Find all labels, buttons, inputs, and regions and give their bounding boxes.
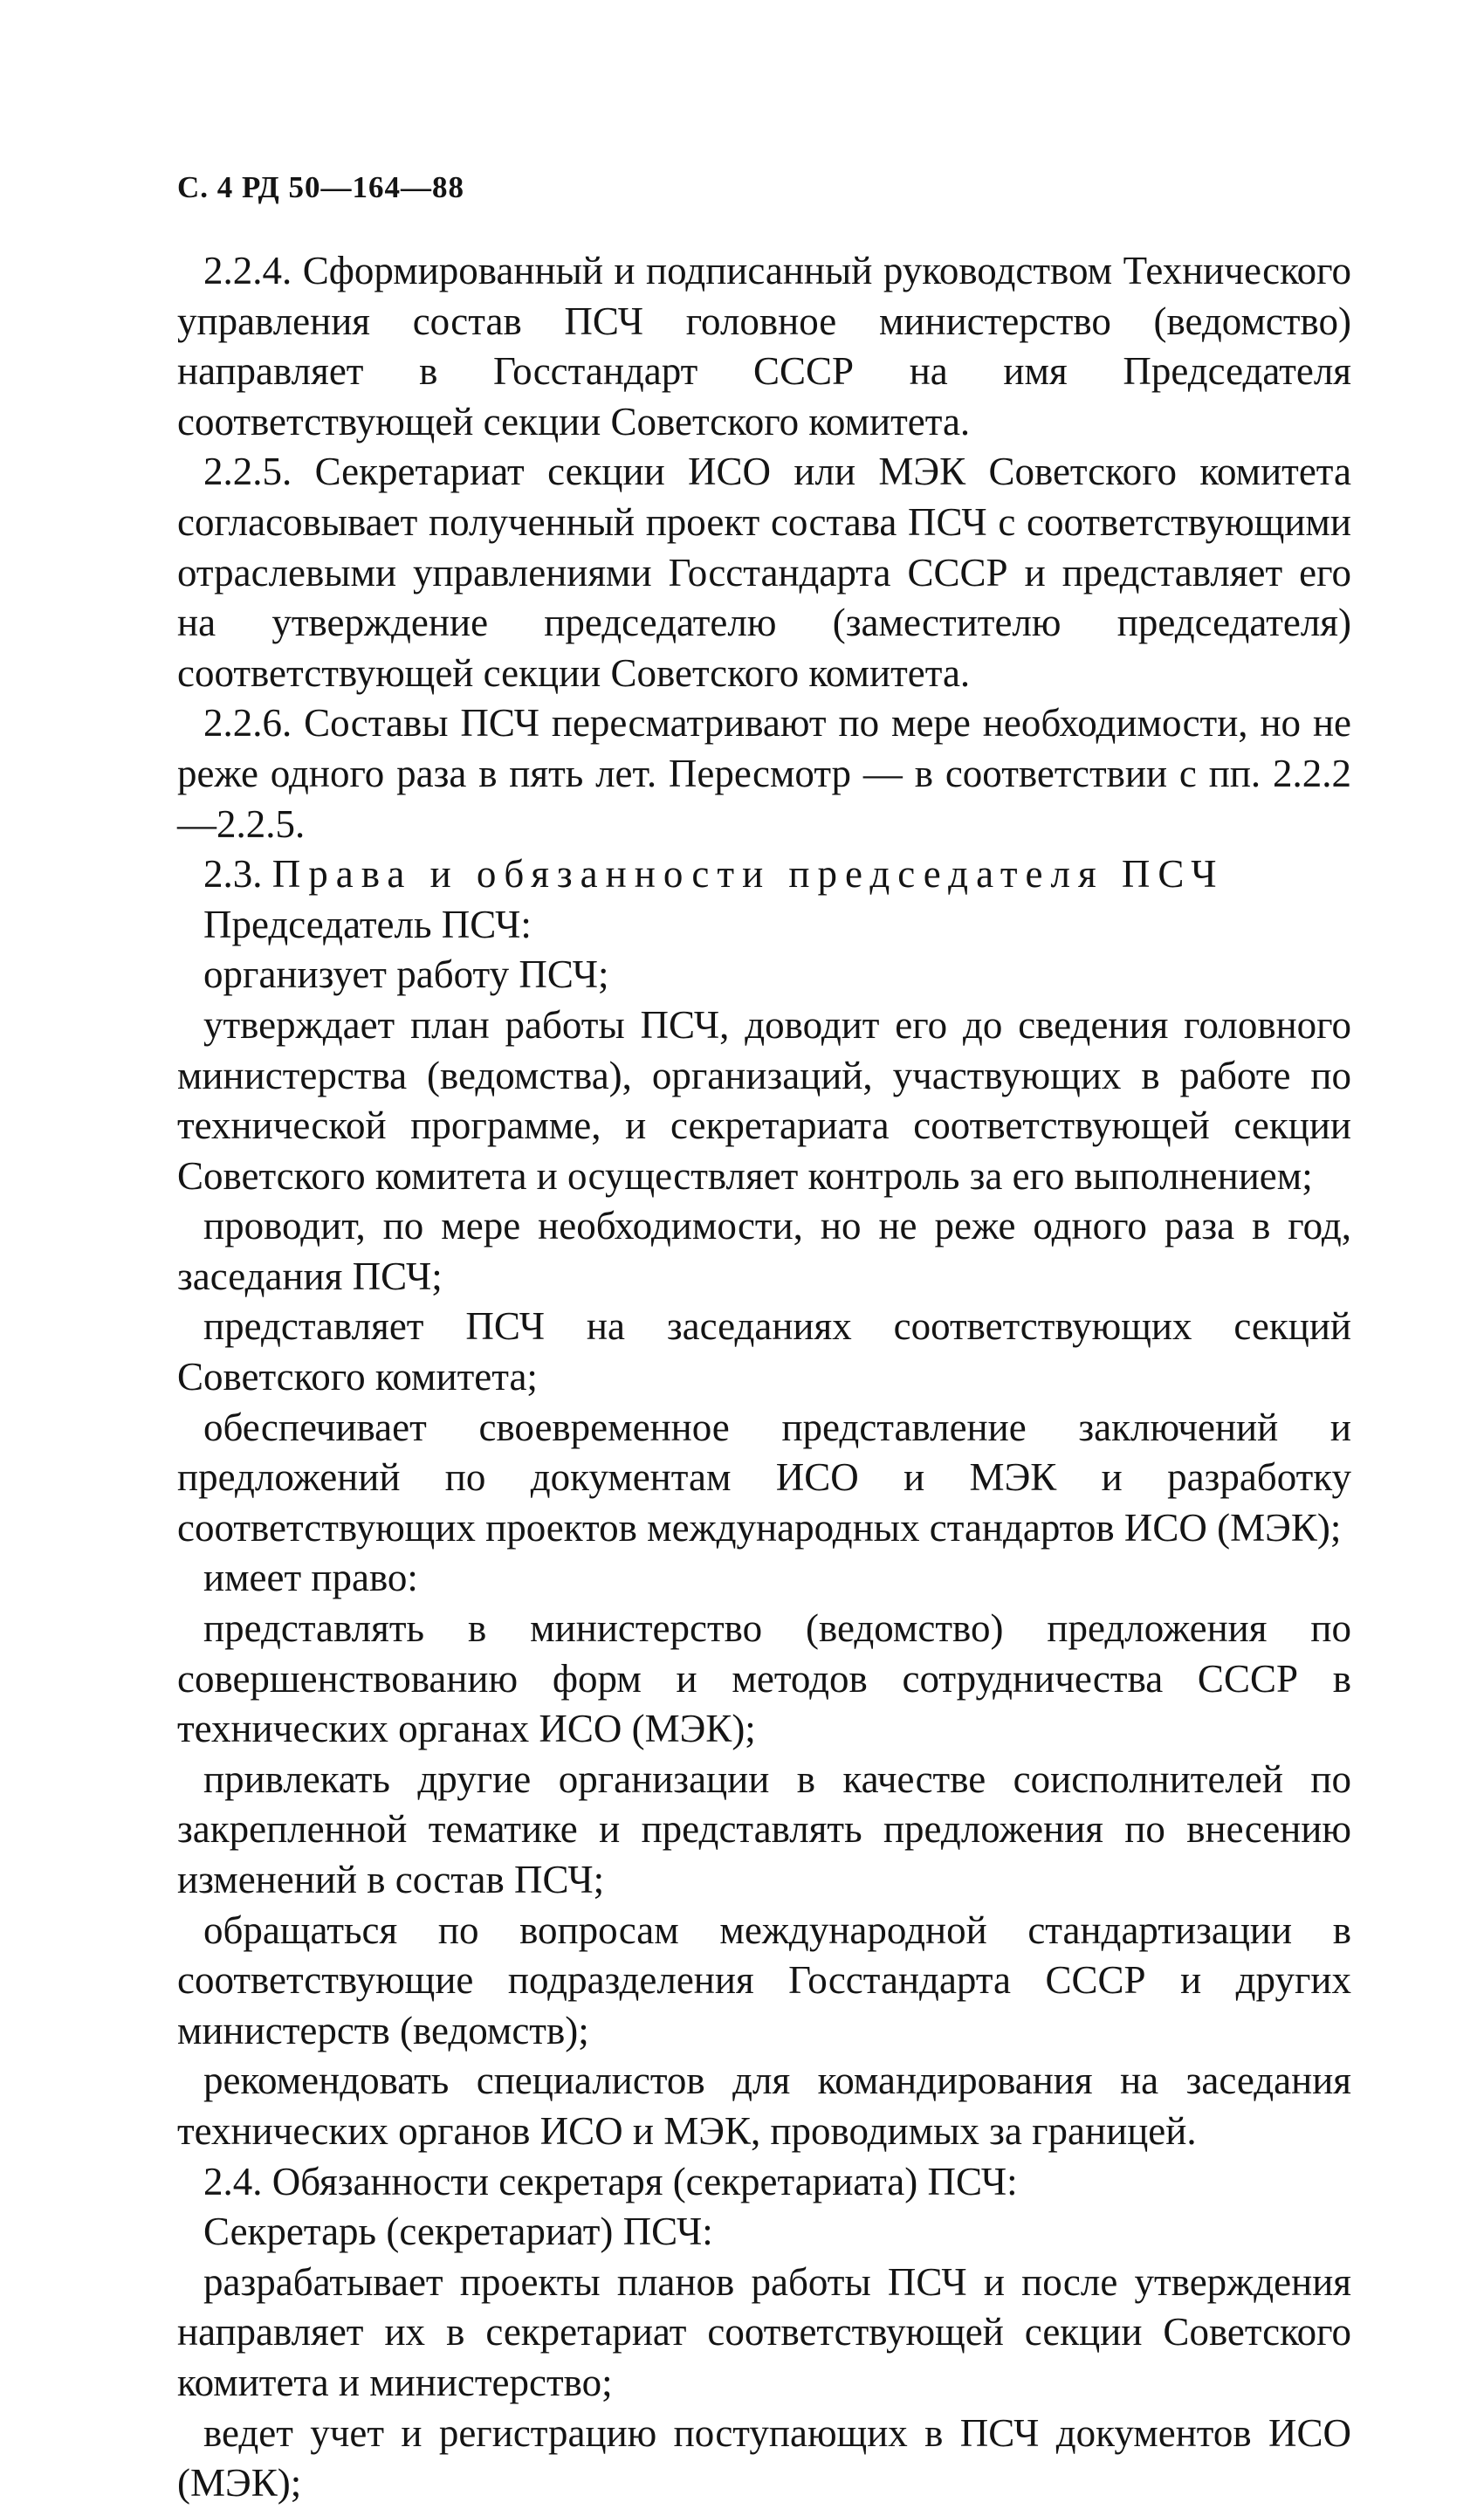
running-header: С. 4 РД 50—164—88 (177, 170, 464, 204)
section-heading-2-3 (177, 849, 1351, 900)
paragraph-chair-right: привлекать другие организации в качестве соисполнителей по закрепленной тематике и представлять предложения по внесению изменений в состав ПСЧ; (177, 1756, 1351, 1901)
paragraph-2-2-4: 2.2.4. Сформированный и подписанный руководством Технического управления состав ПСЧ головное министерство (ведомство) направляет в Госстандарт СССР на имя Председателя соответствующей секции Советского комитета. (177, 249, 1351, 443)
paragraph-chair-right: обращаться по вопросам международной стандартизации в соответствующие подразделения Госстандарта СССР и других министерств (ведомств); (177, 1908, 1351, 2052)
paragraph-2-2-5: 2.2.5. Секретариат секции ИСО или МЭК Советского комитета согласовывает полученный проект состава ПСЧ с соответствующими отраслевыми управлениями Госстандарта СССР и представляет его на утверждение председателю (заместителю председателя) соответствующей секции Советского комитета. (177, 450, 1351, 695)
paragraph-chair-duty: проводит, по мере необходимости, но не реже одного раза в год, заседания ПСЧ; (177, 1204, 1351, 1298)
paragraph-secretary-intro: Секретарь (секретариат) ПСЧ: (203, 2210, 713, 2254)
paragraph-chair-right: представлять в министерство (ведомство) предложения по совершенствованию форм и методов сотрудничества СССР в технических органах ИСО (МЭК); (177, 1606, 1351, 1751)
section-number: 2.3. (203, 852, 263, 897)
paragraph-chair-duty: обеспечивает своевременное представление заключений и предложений по документам ИСО и МЭК и разработку соответствующих проектов международных стандартов ИСО (МЭК); (177, 1405, 1351, 1550)
paragraph-chair-duty: утверждает план работы ПСЧ, доводит его до сведения головного министерства (ведомства), организаций, участвующих в работе по технической программе, и секретариата соответствующей секции Советского комитета и осуществляет контроль за его выполнением; (177, 1002, 1351, 1198)
paragraph-chair-rights: имеет право: (203, 1556, 418, 1600)
paragraph-chair-intro: Председатель ПСЧ: (203, 902, 532, 946)
paragraph-2-4: 2.4. Обязанности секретаря (секретариата) ПСЧ: (203, 2159, 1018, 2203)
document-body (177, 246, 1351, 2509)
paragraph-chair-duty: организует работу ПСЧ; (203, 952, 609, 997)
paragraph-chair-right: рекомендовать специалистов для командирования на заседания технических органов ИСО и МЭК, проводимых за границей. (177, 2059, 1351, 2153)
paragraph-2-2-6: 2.2.6. Составы ПСЧ пересматривают по мере необходимости, но не реже одного раза в пять лет. Пересмотр — в соответствии с пп. 2.2.2—2.2.5. (177, 701, 1351, 846)
paragraph-secretary-duty: разрабатывает проекты планов работы ПСЧ и после утверждения направляет их в секретариат соответствующей секции Советского комитета и министерство; (177, 2259, 1351, 2404)
section-title: Права и обязанности председателя ПСЧ (271, 852, 1225, 897)
paragraph-secretary-duty: ведет учет и регистрацию поступающих в ПСЧ документов ИСО (МЭК); (177, 2410, 1351, 2506)
paragraph-chair-duty: представляет ПСЧ на заседаниях соответствующих секций Советского комитета; (177, 1304, 1351, 1399)
